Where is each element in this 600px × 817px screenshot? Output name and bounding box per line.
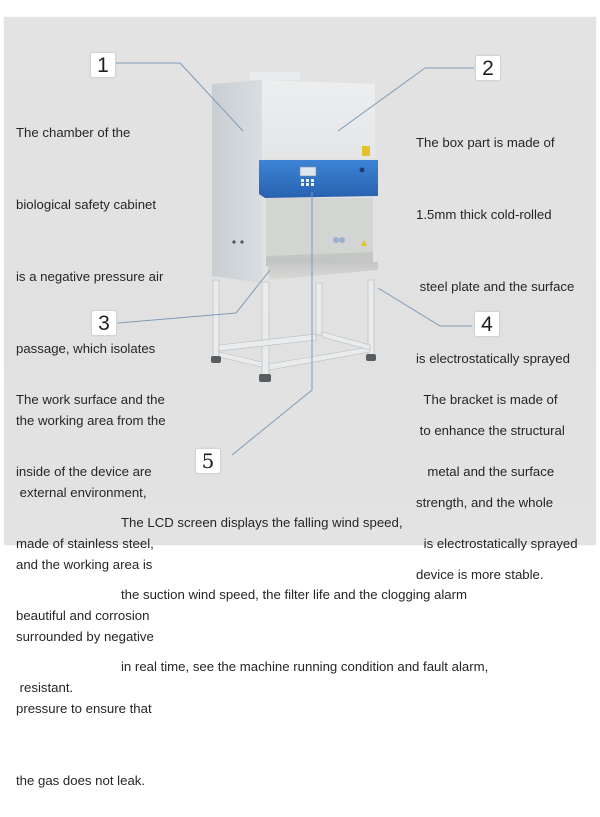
text-line: to enhance the structural: [416, 423, 565, 438]
text-line: passage, which isolates: [16, 341, 156, 356]
callout-number-3: 3: [91, 310, 117, 336]
text-line: made of stainless steel,: [16, 536, 154, 551]
text-line: the working area from the: [16, 413, 166, 428]
text-line: the suction wind speed, the filter life and the clogging alarm: [121, 587, 468, 602]
text-line: surrounded by negative: [16, 629, 154, 644]
callout-number-5: 5: [195, 448, 221, 474]
biohazard-label: [362, 146, 370, 156]
cabinet-side-panel: [212, 80, 262, 283]
text-line: and the working area is: [16, 557, 153, 572]
text-line: metal and the surface: [420, 464, 555, 479]
text-line: The work surface and the: [16, 392, 165, 407]
text-line: biological safety cabinet: [16, 197, 157, 212]
exhaust-port: [250, 72, 300, 80]
text-line: device is more stable.: [416, 567, 544, 582]
text-line: strength, and the whole: [416, 495, 554, 510]
text-line: pressure to ensure that: [16, 701, 152, 716]
text-line: The LCD screen displays the falling wind speed,: [121, 515, 403, 530]
callout-text-5: [121, 463, 488, 703]
text-line: steel plate and the surface: [416, 279, 575, 294]
callout-number-1: 1: [90, 52, 116, 78]
text-line: inside of the device are: [16, 464, 152, 479]
callout-number-4: 4: [474, 311, 500, 337]
text-line: The bracket is made of: [420, 392, 558, 407]
text-line: is electrostatically sprayed: [416, 351, 570, 366]
text-line: the gas does not leak.: [16, 773, 146, 788]
text-line: 1.5mm thick cold-rolled: [416, 207, 552, 222]
text-line: The chamber of the: [16, 125, 131, 140]
text-line: in real time, see the machine running condition and fault alarm,: [121, 659, 489, 674]
text-line: resistant.: [16, 680, 74, 695]
text-line: The box part is made of: [416, 135, 555, 150]
cabinet-front-box: [262, 80, 375, 158]
text-line: beautiful and corrosion: [16, 608, 150, 623]
power-knob: [360, 168, 365, 173]
text-line: is electrostatically sprayed: [420, 536, 578, 551]
text-line: external environment,: [16, 485, 147, 500]
control-panel-band: [259, 160, 378, 198]
lcd-screen: [300, 167, 316, 176]
metal-stand: [213, 280, 374, 378]
text-line: is a negative pressure air: [16, 269, 164, 284]
callout-number-2: 2: [475, 55, 501, 81]
